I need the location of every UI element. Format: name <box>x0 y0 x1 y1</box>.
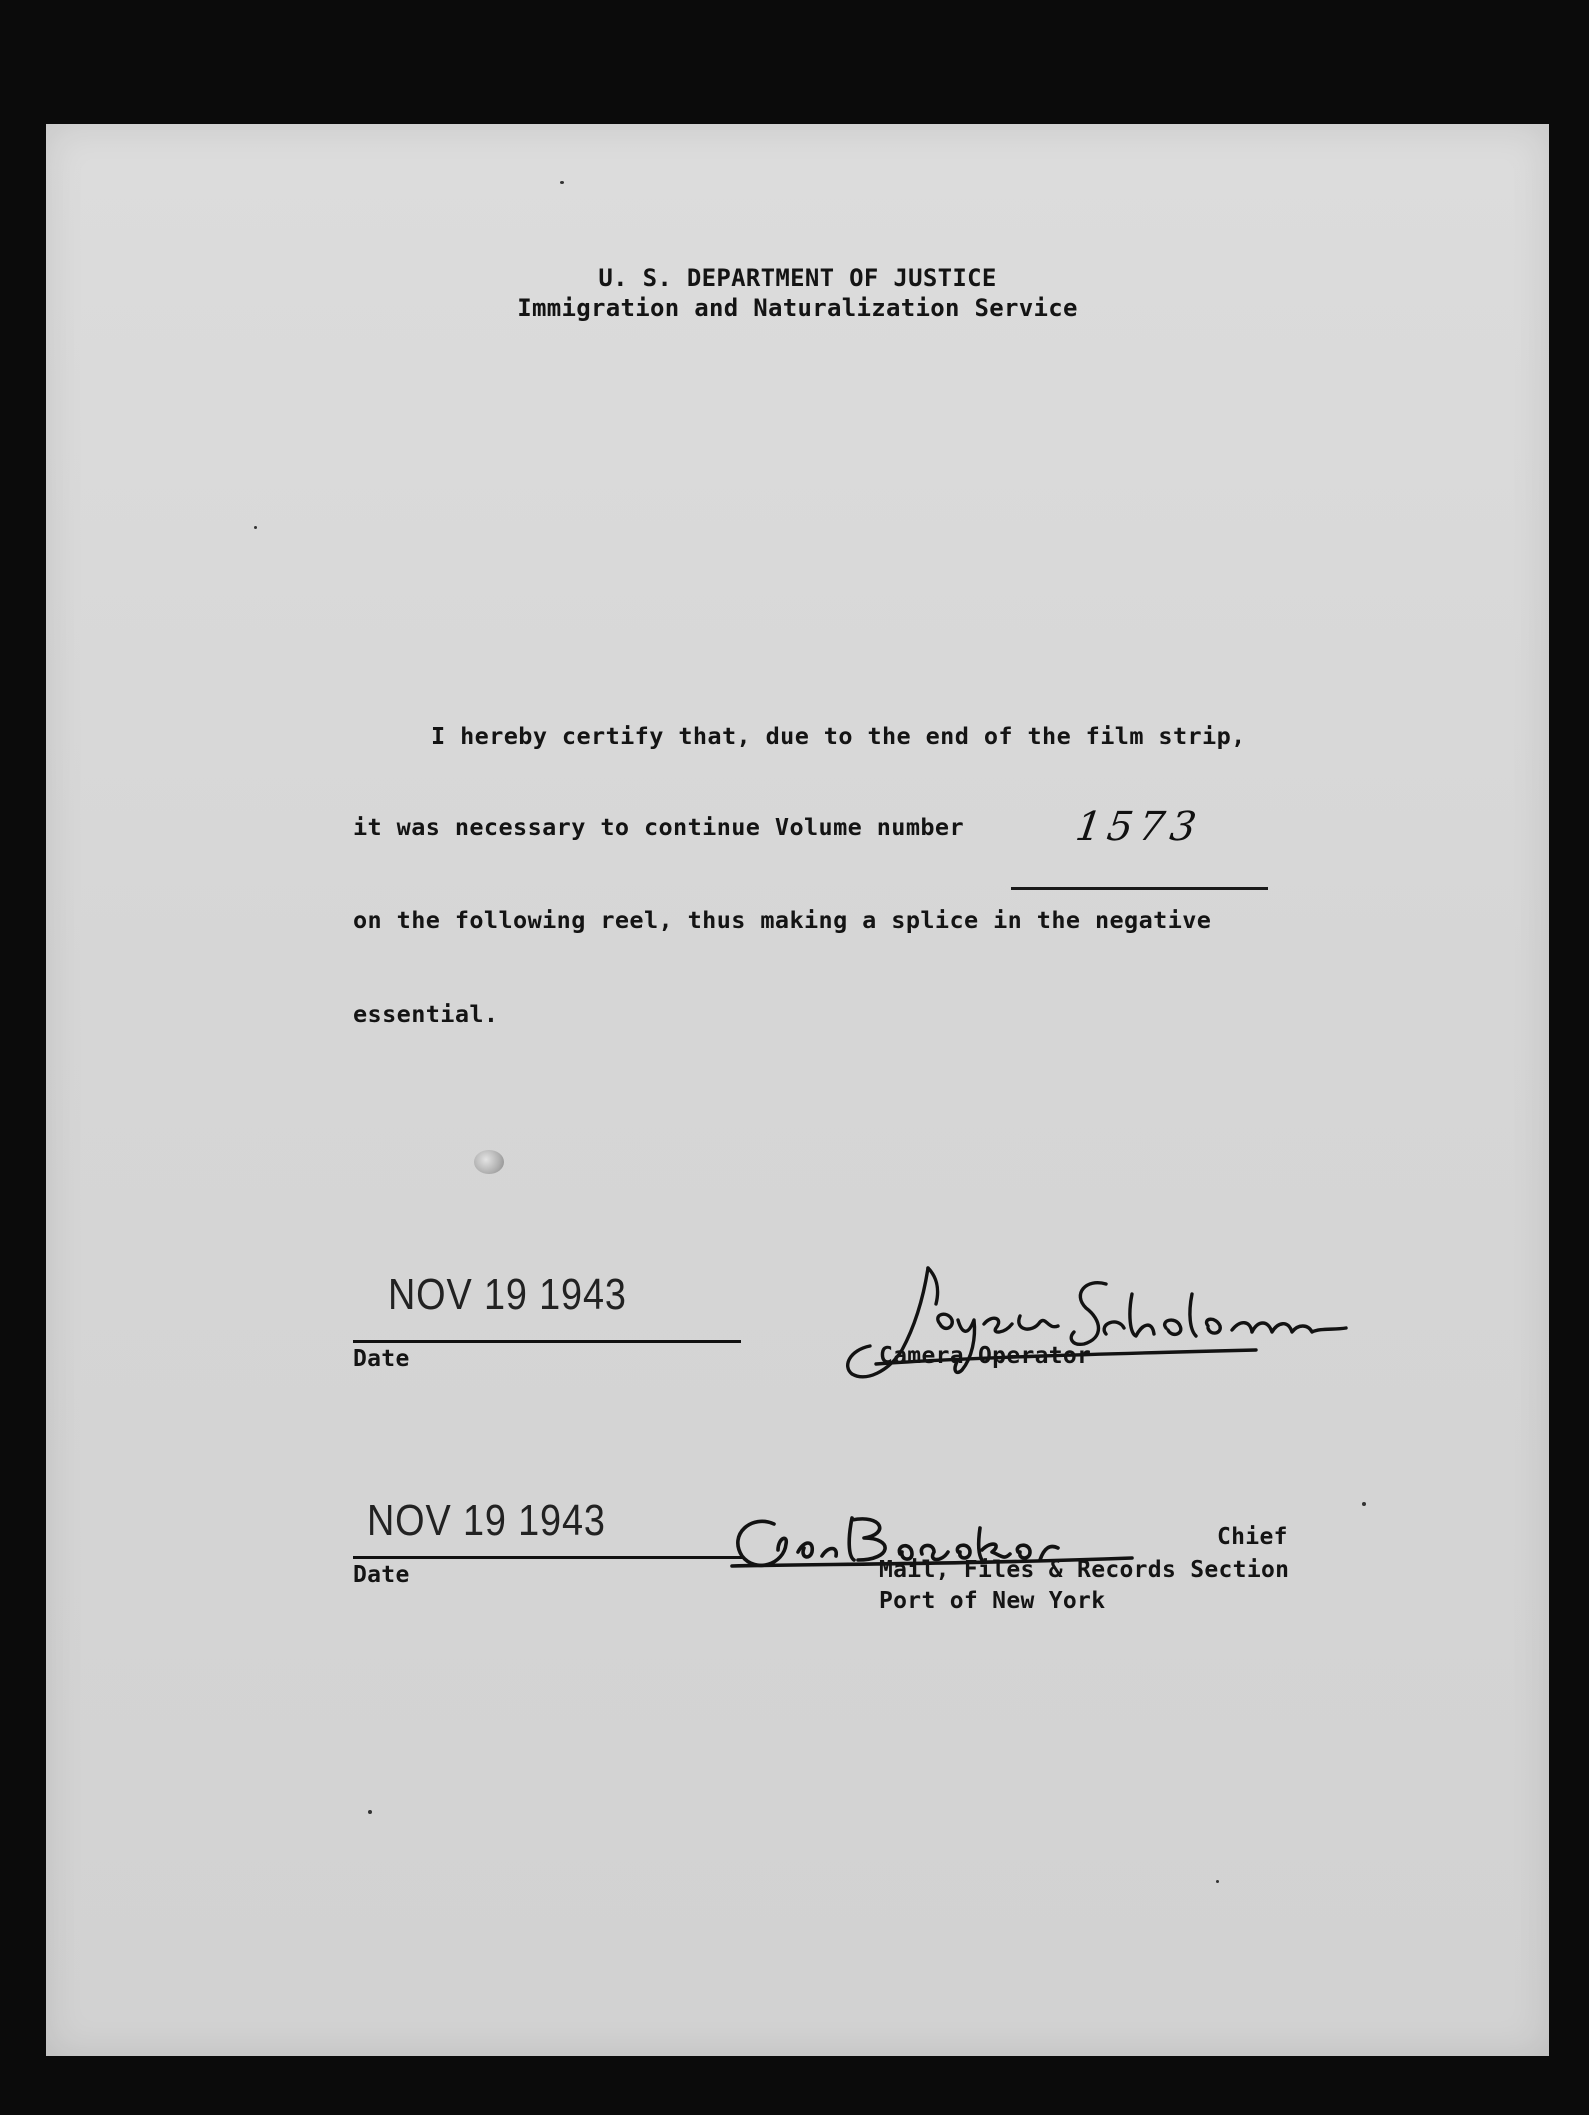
operator-date-stamp: NOV 19 1943 <box>388 1270 627 1319</box>
chief-date-rule <box>353 1556 743 1559</box>
chief-date-label: Date <box>353 1562 410 1588</box>
dust-speck <box>1216 1880 1219 1883</box>
certification-line-2: it was necessary to continue Volume number <box>353 813 965 841</box>
chief-port-label: Port of New York <box>879 1588 1106 1614</box>
service-heading: Immigration and Naturalization Service <box>517 294 1078 322</box>
punch-hole-mark <box>474 1150 504 1174</box>
chief-title-label: Chief <box>1217 1524 1288 1550</box>
document-page <box>46 124 1549 2056</box>
operator-signature <box>836 1254 1356 1394</box>
volume-number-handwritten: 1573 <box>1072 804 1206 850</box>
dust-speck <box>560 181 564 184</box>
certification-line-3: on the following reel, thus making a splice in the negative <box>353 906 1212 934</box>
camera-operator-label: Camera Operator <box>879 1343 1092 1369</box>
volume-number-rule <box>1011 843 1268 890</box>
dust-speck <box>1362 1502 1366 1506</box>
operator-date-rule <box>353 1340 741 1343</box>
department-heading: U. S. DEPARTMENT OF JUSTICE <box>598 264 997 292</box>
certification-line-1: I hereby certify that, due to the end of the film strip, <box>431 722 1246 750</box>
chief-section-label: Mail, Files & Records Section <box>879 1557 1290 1583</box>
operator-date-label: Date <box>353 1346 410 1372</box>
chief-date-stamp: NOV 19 1943 <box>367 1496 606 1545</box>
dust-speck <box>368 1810 372 1814</box>
certification-line-4: essential. <box>353 1000 499 1028</box>
dust-speck <box>254 526 257 529</box>
